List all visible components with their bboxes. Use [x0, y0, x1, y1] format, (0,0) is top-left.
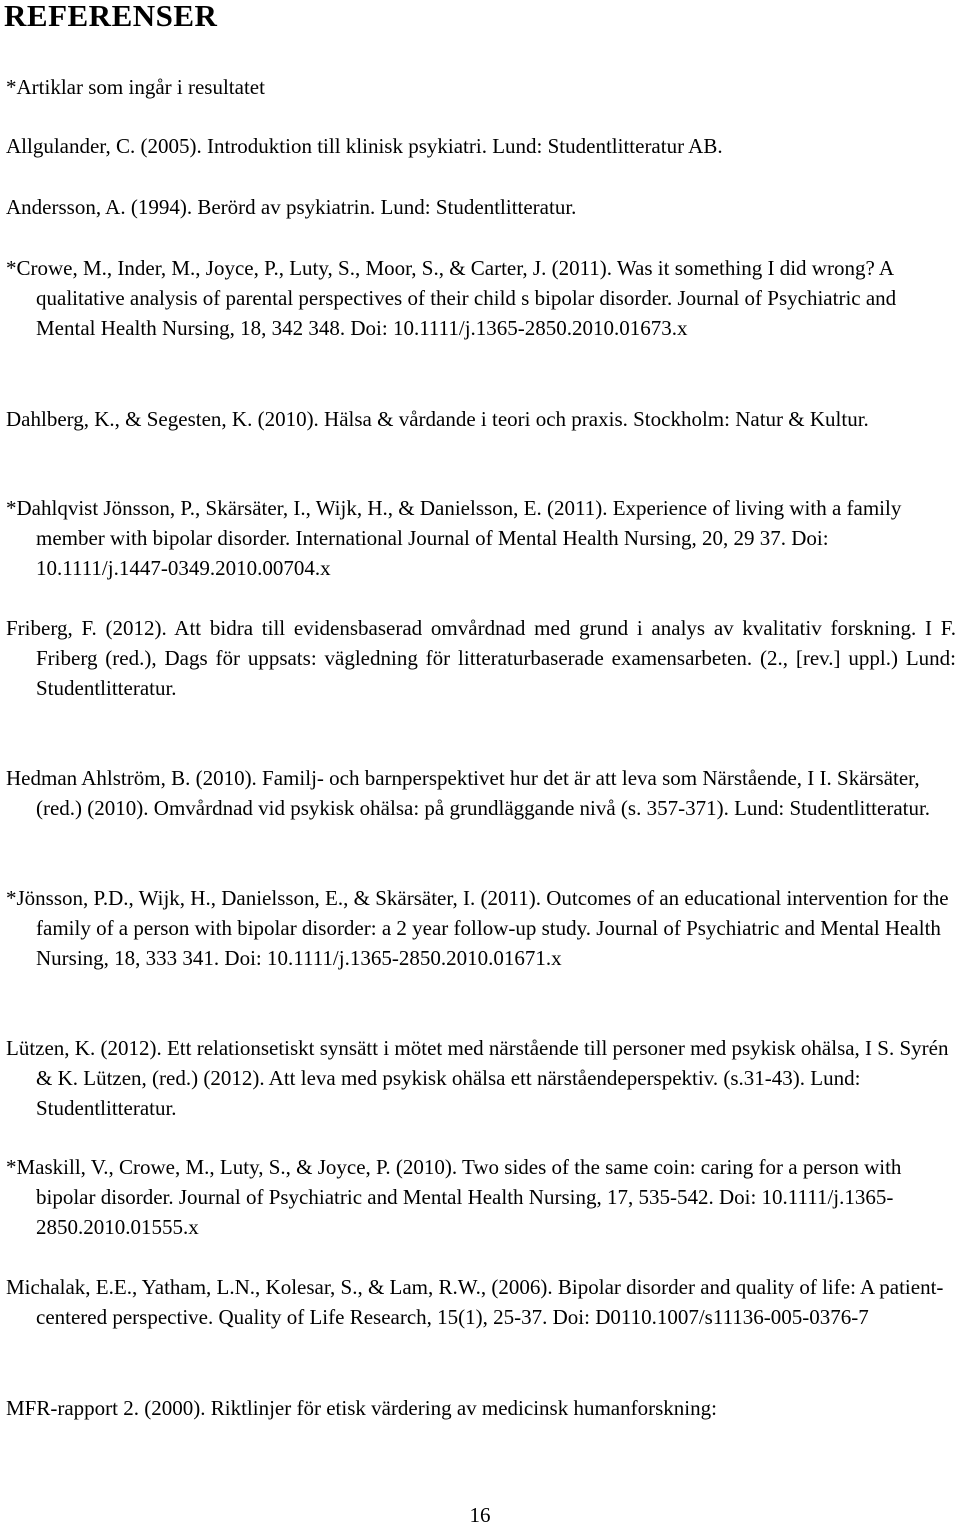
included-articles-note: *Artiklar som ingår i resultatet: [6, 75, 265, 99]
reference-entry: Allgulander, C. (2005). Introduktion till klinisk psykiatri. Lund: Studentlitteratur AB.: [6, 134, 723, 158]
reference-entry: Andersson, A. (1994). Berörd av psykiatrin. Lund: Studentlitteratur.: [6, 195, 577, 219]
reference-entry: Michalak, E.E., Yatham, L.N., Kolesar, S., & Lam, R.W., (2006). Bipolar disorder and quality of life: A patient-centered perspective. Quality of Life Research, 15(1), 25-37. Doi: D0110.1007/s11136-005-0376-7: [6, 1275, 944, 1329]
reference-entry: *Maskill, V., Crowe, M., Luty, S., & Joyce, P. (2010). Two sides of the same coin: caring for a person with bipolar disorder. Journal of Psychiatric and Mental Health Nursing, 17, 535-542. Doi: 10.1111/j.1365-2850.2010.01555.x: [6, 1155, 902, 1239]
reference-entry: Friberg, F. (2012). Att bidra till evidensbaserad omvårdnad med grund i analys av kvalitativ forskning. I F. Friberg (red.), Dags för uppsats: vägledning för litteraturbaserade examensarbeten. (2., [rev.] uppl.) Lund: Studentlitteratur.: [6, 616, 956, 700]
reference-entry: *Crowe, M., Inder, M., Joyce, P., Luty, S., Moor, S., & Carter, J. (2011). Was it something I did wrong? A qualitative analysis of parental perspectives of their child s bipolar disorder. Journal of Psychiatric and Mental Health Nursing, 18, 342 348. Doi: 10.1111/j.1365-2850.2010.01673.x: [6, 256, 897, 340]
page-heading: REFERENSER: [4, 0, 218, 33]
reference-entry: *Dahlqvist Jönsson, P., Skärsäter, I., Wijk, H., & Danielsson, E. (2011). Experience of living with a family member with bipolar disorder. International Journal of Mental Health Nursing, 20, 29 37. Doi: 10.1111/j.1447-0349.2010.00704.x: [6, 496, 902, 580]
reference-entry: Lützen, K. (2012). Ett relationsetiskt synsätt i mötet med närstående till personer med psykisk ohälsa, I S. Syrén & K. Lützen, (red.) (2012). Att leva med psykisk ohälsa ett närståendeperspektiv. (s.31-43). Lund: Studentlitteratur.: [6, 1036, 949, 1120]
reference-entry: Hedman Ahlström, B. (2010). Familj- och barnperspektivet hur det är att leva som Närstående, I I. Skärsäter, (red.) (2010). Omvårdnad vid psykisk ohälsa: på grundläggande nivå (s. 357-371). Lund: Studentlitteratur.: [6, 766, 931, 820]
reference-entry: Dahlberg, K., & Segesten, K. (2010). Hälsa & vårdande i teori och praxis. Stockholm: Natur & Kultur.: [6, 407, 869, 431]
reference-entry: MFR-rapport 2. (2000). Riktlinjer för etisk värdering av medicinsk humanforskning:: [6, 1396, 717, 1420]
reference-entry: *Jönsson, P.D., Wijk, H., Danielsson, E., & Skärsäter, I. (2011). Outcomes of an educational intervention for the family of a person with bipolar disorder: a 2 year follow-up study. Journal of Psychiatric and Mental Health Nursing, 18, 333 341. Doi: 10.1111/j.1365-2850.2010.01671.x: [6, 886, 949, 970]
page-number: 16: [469, 1503, 491, 1527]
